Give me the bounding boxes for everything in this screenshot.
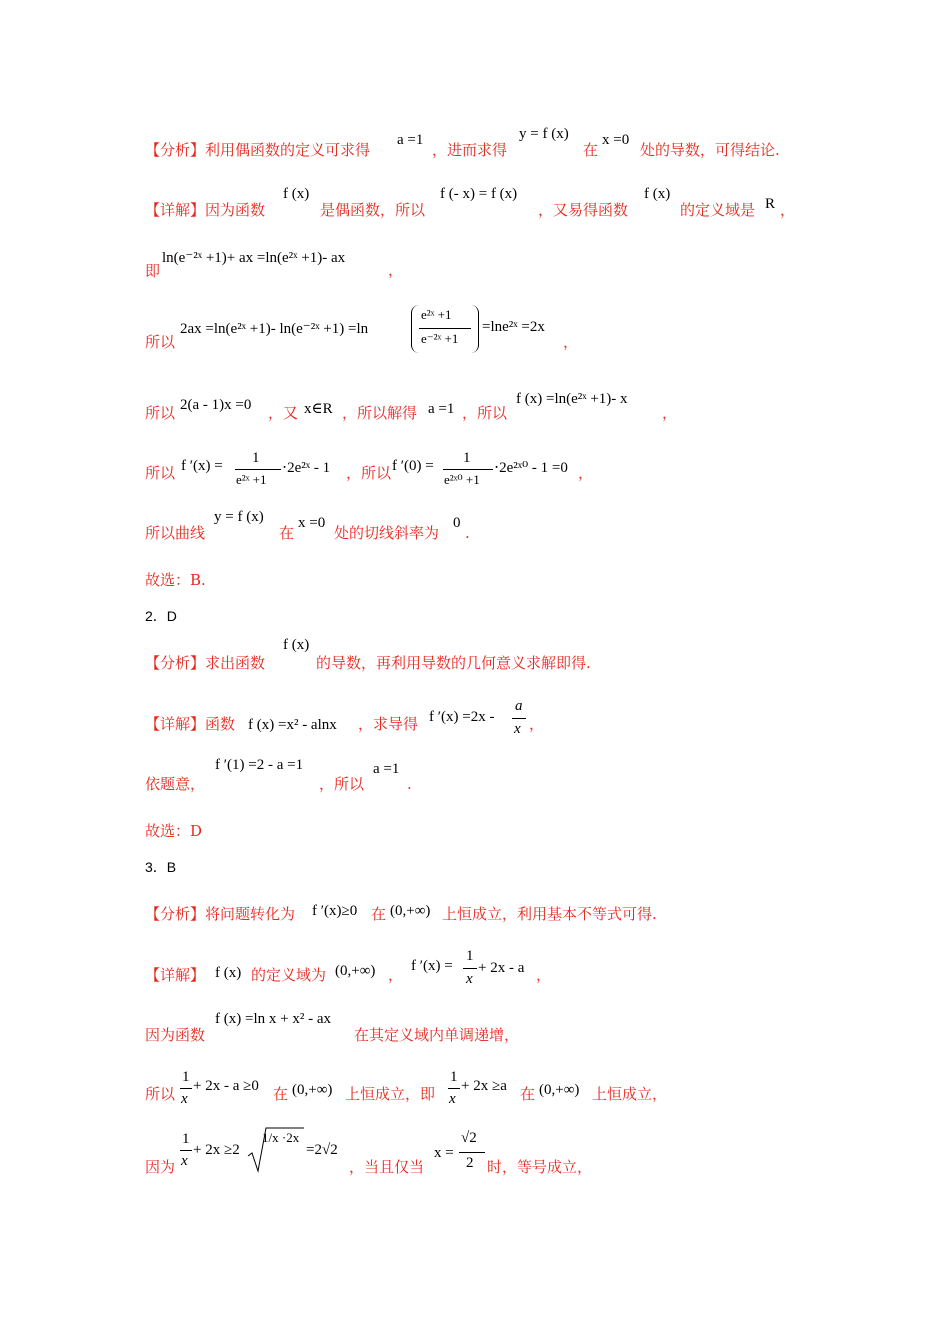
- detail-line: [145, 714, 235, 734]
- text: ，所以: [346, 464, 392, 482]
- text: 所以: [145, 1085, 176, 1103]
- math-y-fx: y = f (x): [519, 126, 569, 142]
- text: ，进而求得: [432, 141, 508, 159]
- text: ，当且仅当: [349, 1158, 425, 1176]
- analysis-tag: 【分析】: [145, 905, 206, 923]
- math: f ′(x)≥0: [312, 903, 358, 919]
- math: + 2x ≥a: [461, 1078, 507, 1094]
- text: ，: [536, 966, 552, 984]
- math: f (x): [215, 965, 242, 981]
- math: y = f (x): [214, 509, 264, 525]
- math-fx: f (x): [283, 186, 310, 202]
- text: 函数: [205, 715, 236, 733]
- text: ，又易得函数: [538, 201, 629, 219]
- fraction-den: x: [181, 1153, 188, 1169]
- math: f ′(x) =: [411, 958, 453, 974]
- math: (0,+∞): [335, 963, 376, 979]
- fraction-bar: [459, 1152, 485, 1153]
- analysis-line: [145, 653, 265, 673]
- fraction-bar: [235, 469, 281, 470]
- text: 所以曲线: [145, 524, 206, 542]
- text: 的定义域为: [251, 966, 327, 984]
- text: ，: [563, 333, 579, 351]
- text: 因为函数: [205, 201, 266, 219]
- math: ⋅2e²ˣ - 1: [282, 460, 331, 476]
- radicand: 1/x ·2x: [262, 1130, 300, 1145]
- math: + 2x - a: [478, 960, 525, 976]
- fraction-den: x: [466, 971, 473, 987]
- detail-line: [145, 965, 205, 985]
- detail-tag: 【详解】: [145, 966, 206, 984]
- fraction-num: 1: [463, 450, 471, 466]
- text: ，: [388, 261, 404, 279]
- fraction-bar: [463, 968, 477, 969]
- fraction-num: 1: [182, 1069, 190, 1085]
- fraction-den: x: [449, 1091, 456, 1107]
- math: a =1: [373, 761, 400, 777]
- text: ，又: [268, 404, 299, 422]
- math-R: R: [765, 196, 776, 212]
- text: 利用偶函数的定义可求得: [205, 141, 371, 159]
- fraction-den: x: [181, 1091, 188, 1107]
- text: 在: [371, 905, 387, 923]
- math: a =1: [428, 401, 455, 417]
- math-result: =lne²ˣ =2x: [482, 319, 545, 335]
- math: f ′(1) =2 - a =1: [215, 757, 304, 773]
- analysis-line: [145, 904, 295, 924]
- text: 处的切线斜率为: [334, 524, 440, 542]
- math: f ′(0) =: [392, 458, 434, 474]
- text: ，求导得: [358, 715, 419, 733]
- math: + 2x ≥2: [193, 1142, 240, 1158]
- fraction-num: 1: [252, 450, 260, 466]
- text: 即: [145, 262, 161, 280]
- text: 在: [583, 141, 599, 159]
- question-answer-2: 2．D: [145, 608, 177, 624]
- math-ln-eq: ln(e⁻²ˣ +1)+ ax =ln(e²ˣ +1)- ax: [162, 250, 346, 266]
- text: 因为: [145, 1158, 176, 1176]
- fraction-bar: [512, 718, 526, 719]
- text: 求出函数: [205, 654, 266, 672]
- fraction-num: e²ˣ +1: [421, 307, 452, 322]
- analysis-tag: 【分析】: [145, 141, 206, 159]
- math: x∈R: [304, 401, 333, 417]
- math: =2√2: [306, 1142, 338, 1158]
- fraction-num: √2: [461, 1130, 477, 1146]
- fraction-bar: [443, 469, 493, 470]
- text: ，: [388, 966, 404, 984]
- detail-tag: 【详解】: [145, 715, 206, 733]
- text: 因为函数: [145, 1026, 206, 1044]
- math-even: f (- x) = f (x): [440, 186, 518, 202]
- text: 所以: [145, 333, 176, 351]
- math: (0,+∞): [292, 1082, 333, 1098]
- detail-line-1: [145, 200, 265, 220]
- text: 依题意，: [145, 775, 206, 793]
- fraction-num: 1: [182, 1131, 190, 1147]
- fraction-den: x: [514, 721, 521, 737]
- text: .: [465, 524, 470, 542]
- choice-line: 故选：D: [145, 822, 203, 840]
- fraction-num: 1: [450, 1069, 458, 1085]
- math: f ′(x) =2x -: [429, 709, 495, 725]
- question-answer-3: 3．B: [145, 859, 177, 875]
- math: f (x) =ln(e²ˣ +1)- x: [516, 391, 628, 407]
- math: 2(a - 1)x =0: [180, 397, 252, 413]
- math: x =0: [298, 515, 326, 531]
- math: + 2x - a ≥0: [193, 1078, 259, 1094]
- fraction-bar: [448, 1088, 460, 1089]
- math-a-eq-1: a =1: [397, 132, 424, 148]
- text: ，所以解得: [342, 404, 418, 422]
- math: x =: [434, 1145, 454, 1161]
- text: .: [407, 775, 412, 793]
- text: 所以: [145, 464, 176, 482]
- text: 处的导数，可得结论.: [640, 141, 780, 159]
- math: 0: [453, 515, 461, 531]
- math: ⋅2e²ˣ⁰ - 1 =0: [494, 460, 568, 476]
- text: ，所以: [319, 775, 365, 793]
- text: ，: [578, 464, 594, 482]
- math-fx: f (x): [644, 186, 671, 202]
- text: ，所以: [462, 404, 508, 422]
- fraction-den: 2: [466, 1155, 474, 1171]
- fraction-bar: [419, 328, 471, 329]
- fraction-den: e⁻²ˣ +1: [421, 331, 459, 346]
- fraction-num: 1: [466, 948, 474, 964]
- fraction-den: e²ˣ +1: [236, 472, 267, 487]
- fraction-bar: [180, 1150, 192, 1151]
- text: 在: [279, 524, 295, 542]
- text: ，: [529, 715, 545, 733]
- math-2ax: 2ax =ln(e²ˣ +1)- ln(e⁻²ˣ +1) =ln: [180, 321, 369, 337]
- choice-line: 故选：B.: [145, 571, 206, 589]
- math: f (x) =ln x + x² - ax: [215, 1011, 331, 1027]
- text: 所以: [145, 404, 176, 422]
- math: f (x): [283, 637, 310, 653]
- math-x-eq-0: x =0: [602, 132, 630, 148]
- text: 的定义域是: [680, 201, 756, 219]
- fraction-den: e²ˣ⁰ +1: [444, 472, 480, 487]
- fraction-bar: [180, 1088, 192, 1089]
- text: 的导数，再利用导数的几何意义求解即得.: [316, 654, 591, 672]
- text: 上恒成立，利用基本不等式可得.: [442, 905, 657, 923]
- math: f ′(x) =: [181, 458, 223, 474]
- math: f (x) =x² - alnx: [248, 717, 337, 733]
- math: (0,+∞): [390, 903, 431, 919]
- text: 上恒成立，即: [345, 1085, 436, 1103]
- text: 是偶函数，所以: [320, 201, 426, 219]
- fraction-num: a: [515, 698, 523, 714]
- detail-tag: 【详解】: [145, 201, 206, 219]
- math: (0,+∞): [539, 1082, 580, 1098]
- text: ，: [780, 201, 796, 219]
- text: 在: [520, 1085, 536, 1103]
- analysis-line-1: [145, 140, 370, 160]
- text: 上恒成立，: [592, 1085, 668, 1103]
- text: 在: [273, 1085, 289, 1103]
- analysis-tag: 【分析】: [145, 654, 206, 672]
- text: ，: [662, 404, 678, 422]
- text: 时，等号成立，: [487, 1158, 593, 1176]
- text: 将问题转化为: [205, 905, 296, 923]
- text: 在其定义域内单调递增，: [354, 1026, 520, 1044]
